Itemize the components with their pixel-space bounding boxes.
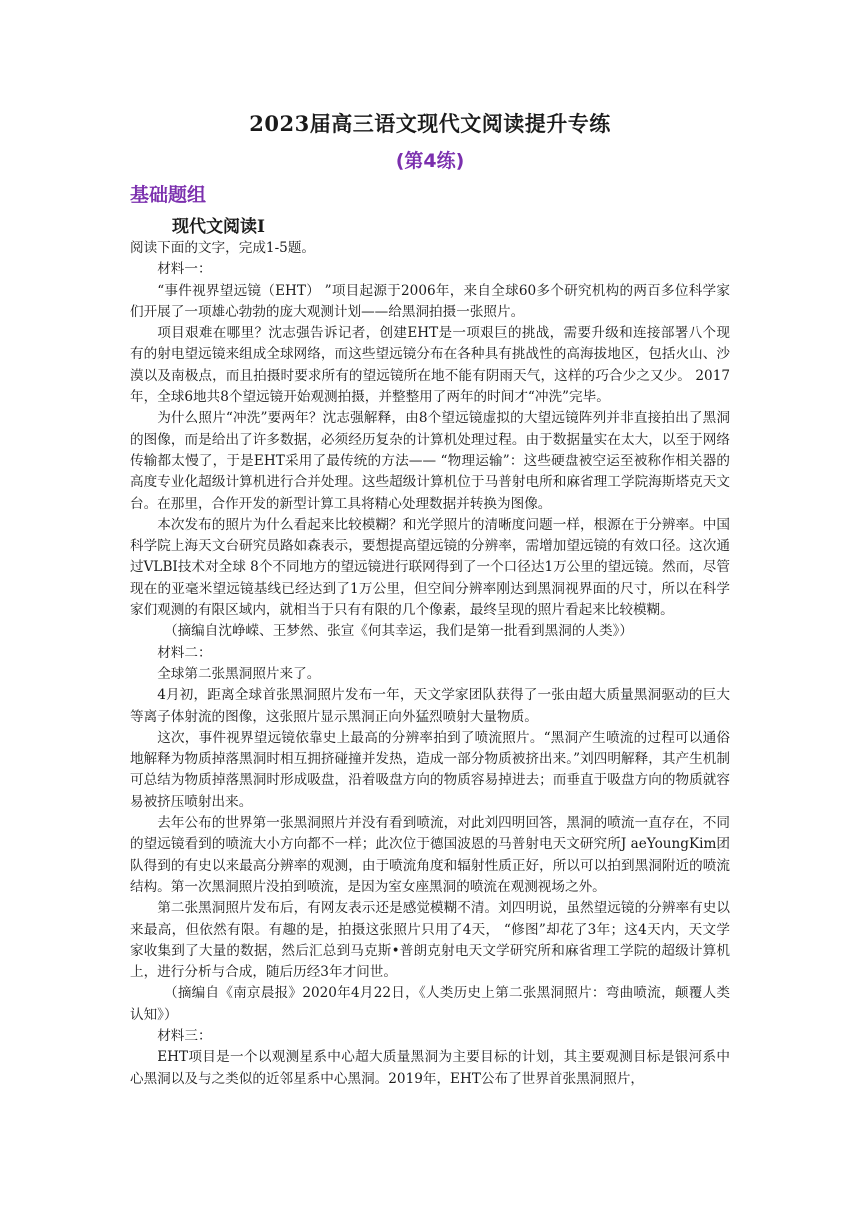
practice-number: (第4练) — [395, 150, 465, 172]
body-paragraph: 这次，事件视界望远镜依靠史上最高的分辨率拍到了喷流照片。“黑洞产生喷流的过程可以通俗地解释为物质掉落黑洞时相互拥挤碰撞并发热，造成一部分物质被挤出来。”刘四明解释，其产生机制可总结为物质掉落黑洞时形成吸盘，沿着吸盘方向的物质容易掉进去；而垂直于吸盘方向的物质就容易被挤压喷射出来。 — [130, 729, 730, 810]
body-paragraph: 项目艰难在哪里？沈志强告诉记者，创建EHT是一项艰巨的挑战，需要升级和连接部署八个现有的射电望远镜来组成全球网络，而这些望远镜分布在各种具有挑战性的高海拔地区，包括火山、沙漠以及南极点，而且拍摄时要求所有的望远镜所在地不能有阴雨天气，这样的巧合少之又少。 2017年，全球6地共8个望远镜开始观测拍摄，并整整用了两年的时间才“冲洗”完毕。 — [130, 325, 730, 406]
source-citation: （摘编自《南京晨报》2020年4月22日，《人类历史上第二张黑洞照片：弯曲喷流，颠覆人类认知》） — [130, 985, 730, 1023]
body-paragraph: 阅读下面的文字，完成1-5题。 — [130, 240, 316, 256]
body-paragraph: 第二张黑洞照片发布后，有网友表示还是感觉模糊不清。刘四明说，虽然望远镜的分辨率有史以来最高，但依然有限。有趣的是，拍摄这张照片只用了4天， “修图”却花了3年；这4天内，天文学家收集到了大量的数据，然后汇总到马克斯•普朗克射电天文学研究所和麻省理工学院的超级计算机上，进行分析与合成，随后历经3年才问世。 — [130, 900, 730, 981]
body-paragraph: “事件视界望远镜（EHT） ”项目起源于2006年，来自全球60多个研究机构的两百多位科学家们开展了一项雄心勃勃的庞大观测计划——给黑洞拍摄一张照片。 — [130, 282, 730, 320]
body-paragraph: 材料三： — [157, 1027, 212, 1044]
body-paragraph: 全球第二张黑洞照片来了。 — [157, 665, 321, 682]
document-title: 2023届高三语文现代文阅读提升专练 — [249, 111, 611, 136]
body-paragraph: 去年公布的世界第一张黑洞照片并没有看到喷流，对此刘四明回答，黑洞的喷流一直存在，不同的望远镜看到的喷流大小方向都不一样；此次位于德国波恩的马普射电天文研究所J aeYoungKim团队得到的有史以来最高分辨率的观测，由于喷流角度和辐射性质正好，所以可以拍到黑洞附近的喷流结构。第一次黑洞照片没拍到喷流，是因为室女座黑洞的喷流在观测视场之外。 — [130, 815, 730, 895]
body-paragraph: EHT项目是一个以观测星系中心超大质量黑洞为主要目标的计划，其主要观测目标是银河系中心黑洞以及与之类似的近邻星系中心黑洞。2019年，EHT公布了世界首张黑洞照片， — [130, 1049, 730, 1087]
body-paragraph: 材料二： — [157, 644, 212, 661]
body-paragraph: 本次发布的照片为什么看起来比较模糊？和光学照片的清晰度问题一样，根源在于分辨率。中国科学院上海天文台研究员路如森表示，要想提高望远镜的分辨率，需增加望远镜的有效口径。这次通过VLBI技术对全球 8个不同地方的望远镜进行联网得到了一个口径达1万公里的望远镜。然而，尽管现在的亚毫米望远镜基线已经达到了1万公里，但空间分辨率刚达到黑洞视界面的尺寸，所以在科学家们观测的有限区域内，就相当于只有有限的几个像素，最终呈现的照片看起来比较模糊。 — [130, 516, 730, 619]
group-heading: 基础题组 — [130, 184, 207, 206]
document-body — [130, 238, 730, 1090]
body-paragraph: 为什么照片“冲洗”要两年？沈志强解释，由8个望远镜虚拟的大望远镜阵列并非直接拍出了黑洞的图像，而是给出了许多数据，必须经历复杂的计算机处理过程。由于数据量实在太大，以至于网络传输都太慢了，于是EHT采用了最传统的方法—— “物理运输”：这些硬盘被空运至被称作相关器的高度专业化超级计算机进行合并处理。这些超级计算机位于马普射电所和麻省理工学院海斯塔克天文台。在那里，合作开发的新型计算工具将精心处理数据并转换为图像。 — [130, 410, 730, 512]
body-paragraph: 材料一： — [157, 261, 212, 278]
body-paragraph: 4月初，距离全球首张黑洞照片发布一年，天文学家团队获得了一张由超大质量黑洞驱动的巨大等离子体射流的图像，这张照片显示黑洞正向外猛烈喷射大量物质。 — [130, 687, 730, 725]
source-citation: （摘编自沈峥嵘、王梦然、张宣《何其幸运，我们是第一批看到黑洞的人类》） — [164, 623, 633, 640]
section-heading: 现代文阅读Ⅰ — [172, 217, 265, 237]
